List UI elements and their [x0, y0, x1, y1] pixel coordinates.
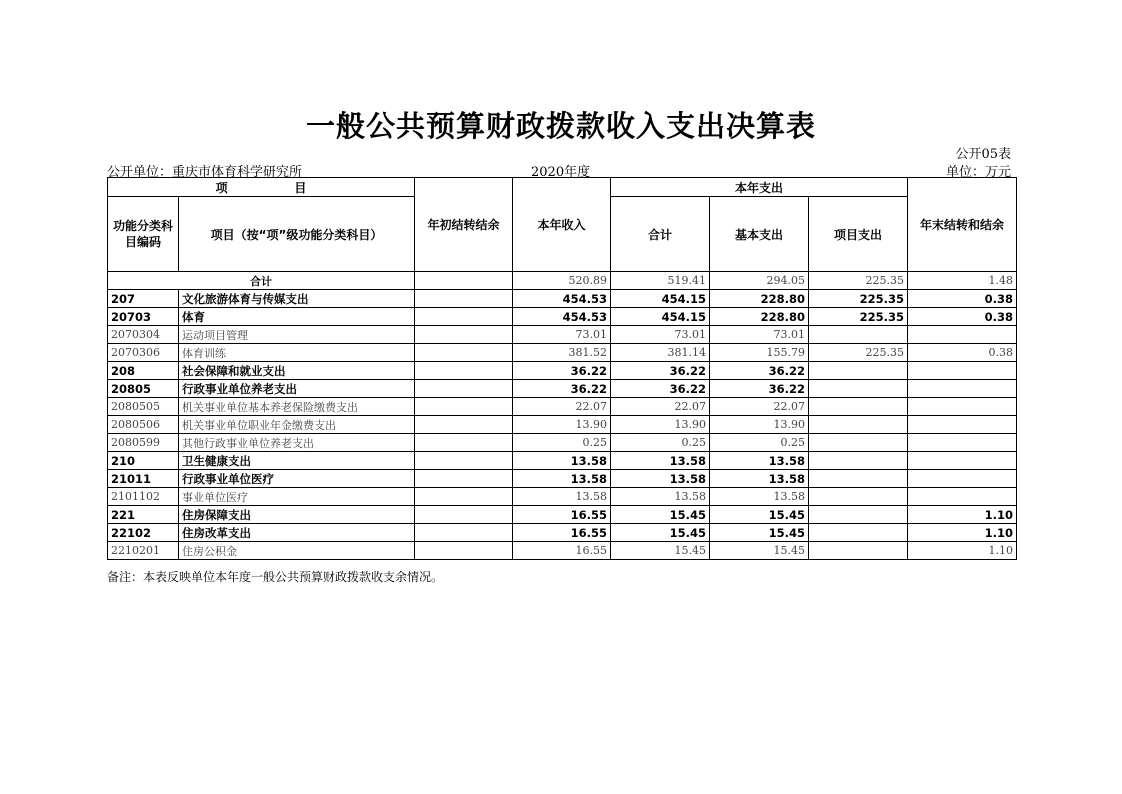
row-begin-balance: [415, 326, 513, 344]
row-basic: 13.58: [710, 452, 809, 470]
header-expense-total: 合计: [611, 197, 710, 272]
table-row: [108, 488, 1017, 506]
row-project: [809, 398, 908, 416]
row-end-balance: 1.10: [908, 542, 1017, 560]
row-income: 36.22: [513, 380, 611, 398]
row-end-balance: 0.38: [908, 308, 1017, 326]
row-project: [809, 506, 908, 524]
row-expense-total: 0.25: [611, 434, 710, 452]
row-project: [809, 380, 908, 398]
row-expense-total: 15.45: [611, 542, 710, 560]
row-item-name: 机关事业单位职业年金缴费支出: [179, 416, 415, 434]
header-item-name: 项目（按“项”级功能分类科目）: [179, 197, 415, 272]
row-project: [809, 362, 908, 380]
row-item-name: 行政事业单位医疗: [179, 470, 415, 488]
row-begin-balance: [415, 344, 513, 362]
row-project: 225.35: [809, 290, 908, 308]
table-row: [108, 452, 1017, 470]
table-row: [108, 416, 1017, 434]
row-income: 0.25: [513, 434, 611, 452]
table-row: [108, 398, 1017, 416]
row-end-balance: 1.10: [908, 506, 1017, 524]
row-code: 20703: [108, 308, 179, 326]
row-expense-total: 22.07: [611, 398, 710, 416]
row-income: 13.90: [513, 416, 611, 434]
header-basic: 基本支出: [710, 197, 809, 272]
row-expense-total: 381.14: [611, 344, 710, 362]
row-income: 22.07: [513, 398, 611, 416]
budget-table: [107, 177, 1017, 560]
row-end-balance: [908, 488, 1017, 506]
table-row: [108, 290, 1017, 308]
row-code: 2080505: [108, 398, 179, 416]
row-code: 221: [108, 506, 179, 524]
row-expense-total: 454.15: [611, 290, 710, 308]
total-income: 520.89: [513, 272, 611, 290]
row-item-name: 事业单位医疗: [179, 488, 415, 506]
row-item-name: 住房改革支出: [179, 524, 415, 542]
table-row: [108, 542, 1017, 560]
row-end-balance: [908, 380, 1017, 398]
row-item-name: 社会保障和就业支出: [179, 362, 415, 380]
row-item-name: 文化旅游体育与传媒支出: [179, 290, 415, 308]
row-basic: 15.45: [710, 542, 809, 560]
row-project: [809, 542, 908, 560]
header-income: 本年收入: [513, 178, 611, 272]
header-row-top: [108, 178, 1017, 197]
row-end-balance: [908, 416, 1017, 434]
row-begin-balance: [415, 362, 513, 380]
row-item-name: 卫生健康支出: [179, 452, 415, 470]
row-expense-total: 15.45: [611, 506, 710, 524]
total-expense: 519.41: [611, 272, 710, 290]
row-end-balance: [908, 398, 1017, 416]
table-row: [108, 362, 1017, 380]
row-code: 2080599: [108, 434, 179, 452]
row-code: 208: [108, 362, 179, 380]
row-end-balance: [908, 434, 1017, 452]
table-row: [108, 524, 1017, 542]
row-item-name: 运动项目管理: [179, 326, 415, 344]
form-number: 公开05表: [955, 147, 1011, 162]
row-project: 225.35: [809, 308, 908, 326]
table-row: [108, 380, 1017, 398]
header-begin-balance: 年初结转结余: [415, 178, 513, 272]
row-code: 2080506: [108, 416, 179, 434]
row-expense-total: 36.22: [611, 380, 710, 398]
row-income: 381.52: [513, 344, 611, 362]
row-item-name: 体育训练: [179, 344, 415, 362]
row-code: 2210201: [108, 542, 179, 560]
row-project: [809, 452, 908, 470]
row-basic: 15.45: [710, 524, 809, 542]
row-item-name: 住房保障支出: [179, 506, 415, 524]
table-row: [108, 308, 1017, 326]
table-row: [108, 326, 1017, 344]
row-basic: 155.79: [710, 344, 809, 362]
row-basic: 15.45: [710, 506, 809, 524]
total-project: 225.35: [809, 272, 908, 290]
row-begin-balance: [415, 488, 513, 506]
row-income: 13.58: [513, 452, 611, 470]
row-code: 2070304: [108, 326, 179, 344]
row-expense-total: 15.45: [611, 524, 710, 542]
row-begin-balance: [415, 434, 513, 452]
row-begin-balance: [415, 308, 513, 326]
row-expense-total: 13.90: [611, 416, 710, 434]
header-end-balance: 年末结转和结余: [908, 178, 1017, 272]
row-income: 16.55: [513, 506, 611, 524]
table-row: [108, 434, 1017, 452]
row-begin-balance: [415, 290, 513, 308]
row-project: [809, 524, 908, 542]
row-basic: 228.80: [710, 308, 809, 326]
row-income: 454.53: [513, 308, 611, 326]
header-item-group: 项 目: [108, 178, 415, 197]
row-project: 225.35: [809, 344, 908, 362]
reporting-unit: 公开单位：重庆市体育科学研究所: [107, 165, 303, 180]
row-code: 2070306: [108, 344, 179, 362]
row-code: 210: [108, 452, 179, 470]
row-basic: 73.01: [710, 326, 809, 344]
row-end-balance: 0.38: [908, 290, 1017, 308]
row-basic: 13.90: [710, 416, 809, 434]
row-begin-balance: [415, 398, 513, 416]
row-end-balance: [908, 470, 1017, 488]
row-basic: 13.58: [710, 488, 809, 506]
row-expense-total: 13.58: [611, 488, 710, 506]
row-end-balance: 1.10: [908, 524, 1017, 542]
header-project: 项目支出: [809, 197, 908, 272]
row-project: [809, 434, 908, 452]
row-code: 2101102: [108, 488, 179, 506]
total-basic: 294.05: [710, 272, 809, 290]
page-title: 一般公共预算财政拨款收入支出决算表: [305, 109, 816, 143]
currency-unit: 单位：万元: [945, 165, 1011, 180]
table-row: [108, 506, 1017, 524]
row-code: 22102: [108, 524, 179, 542]
table-row: [108, 344, 1017, 362]
row-expense-total: 36.22: [611, 362, 710, 380]
row-income: 454.53: [513, 290, 611, 308]
row-begin-balance: [415, 506, 513, 524]
row-expense-total: 73.01: [611, 326, 710, 344]
table-row: [108, 470, 1017, 488]
row-begin-balance: [415, 542, 513, 560]
row-item-name: 体育: [179, 308, 415, 326]
total-row: [108, 272, 1017, 290]
row-begin-balance: [415, 470, 513, 488]
fiscal-year: 2020年度: [531, 165, 591, 180]
row-code: 207: [108, 290, 179, 308]
row-income: 73.01: [513, 326, 611, 344]
row-project: [809, 326, 908, 344]
row-basic: 228.80: [710, 290, 809, 308]
row-end-balance: 0.38: [908, 344, 1017, 362]
row-end-balance: [908, 452, 1017, 470]
header-code: 功能分类科目编码: [108, 197, 179, 272]
row-end-balance: [908, 362, 1017, 380]
row-item-name: 行政事业单位养老支出: [179, 380, 415, 398]
row-income: 13.58: [513, 470, 611, 488]
total-label: 合计: [108, 272, 415, 290]
row-item-name: 住房公积金: [179, 542, 415, 560]
row-project: [809, 470, 908, 488]
row-begin-balance: [415, 416, 513, 434]
row-item-name: 其他行政事业单位养老支出: [179, 434, 415, 452]
row-income: 16.55: [513, 542, 611, 560]
row-basic: 22.07: [710, 398, 809, 416]
row-basic: 36.22: [710, 380, 809, 398]
row-basic: 0.25: [710, 434, 809, 452]
row-begin-balance: [415, 452, 513, 470]
row-item-name: 机关事业单位基本养老保险缴费支出: [179, 398, 415, 416]
row-expense-total: 13.58: [611, 470, 710, 488]
table-note: 备注：本表反映单位本年度一般公共预算财政拨款收支余情况。: [107, 570, 444, 584]
row-expense-total: 454.15: [611, 308, 710, 326]
row-code: 21011: [108, 470, 179, 488]
row-income: 13.58: [513, 488, 611, 506]
row-income: 16.55: [513, 524, 611, 542]
row-project: [809, 416, 908, 434]
row-code: 20805: [108, 380, 179, 398]
row-begin-balance: [415, 380, 513, 398]
row-basic: 13.58: [710, 470, 809, 488]
total-end: 1.48: [908, 272, 1017, 290]
row-expense-total: 13.58: [611, 452, 710, 470]
row-income: 36.22: [513, 362, 611, 380]
row-project: [809, 488, 908, 506]
header-expense-group: 本年支出: [611, 178, 908, 197]
row-end-balance: [908, 326, 1017, 344]
row-begin-balance: [415, 524, 513, 542]
total-begin: [415, 272, 513, 290]
row-basic: 36.22: [710, 362, 809, 380]
